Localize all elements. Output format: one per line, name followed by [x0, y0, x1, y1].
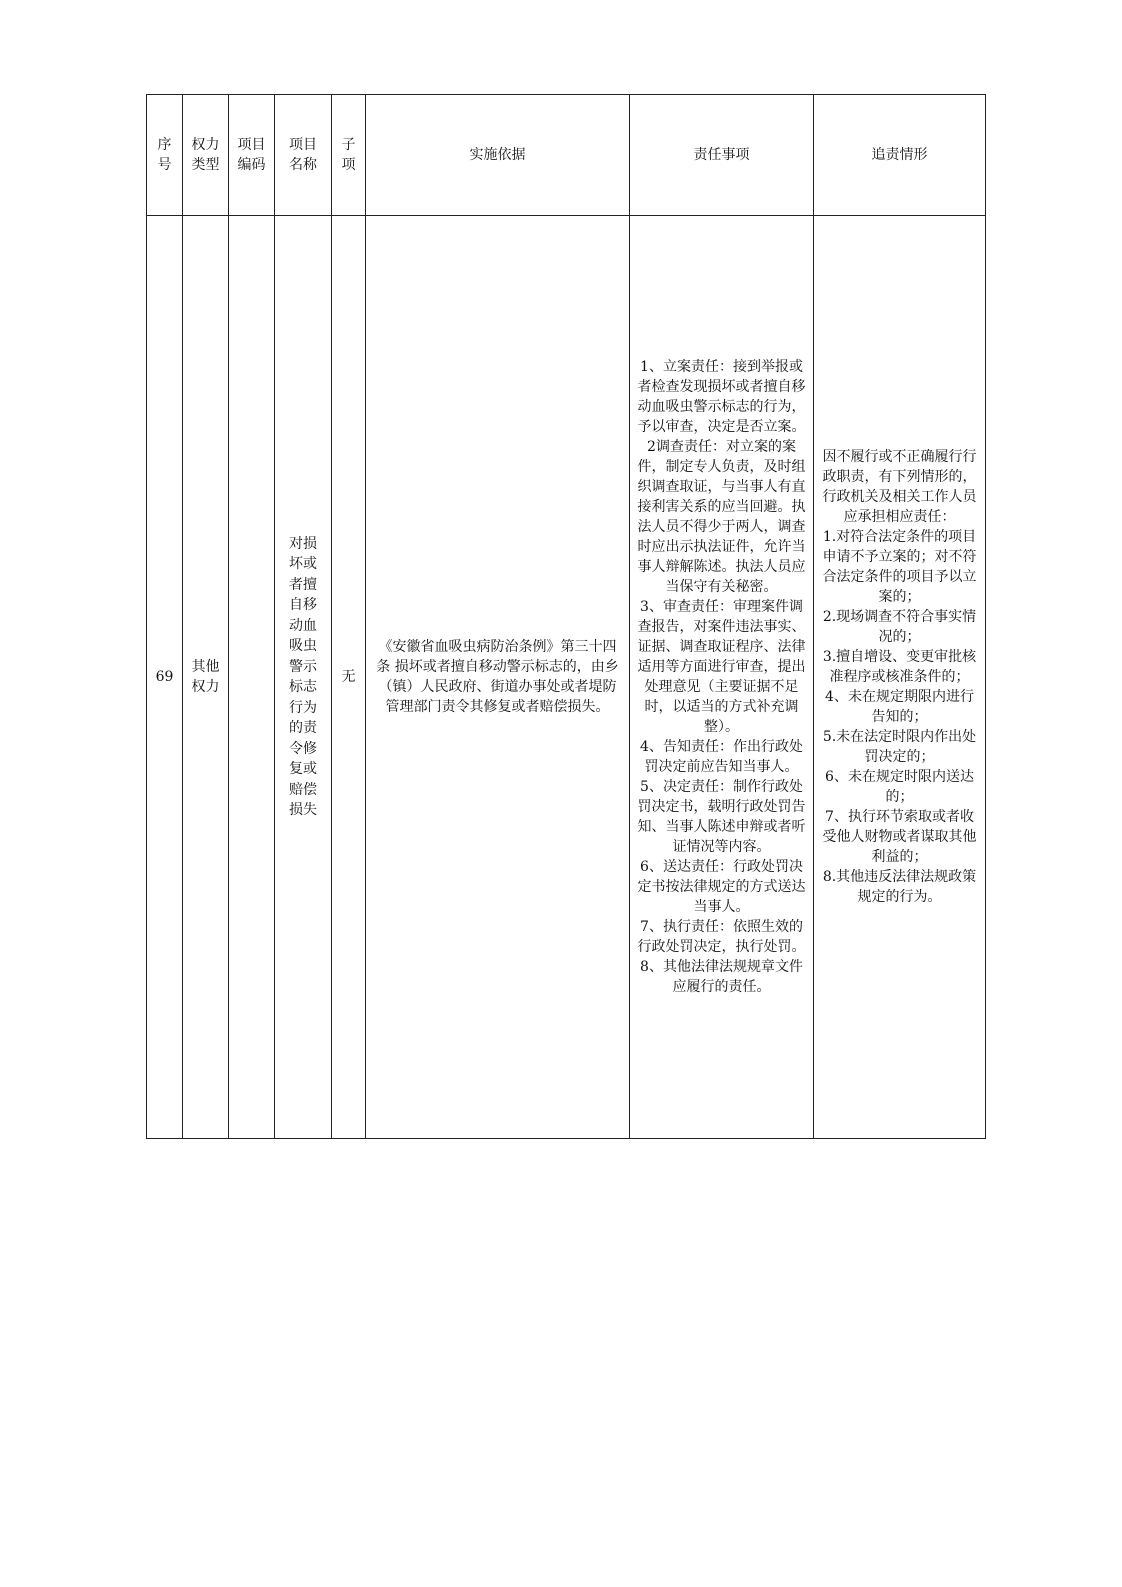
duty-item: 7、执行责任：依照生效的行政处罚决定，执行处罚。 — [637, 919, 806, 955]
accountability-item: 5.未在法定时限内作出处罚决定的； — [822, 729, 977, 765]
header-duties: 责任事项 — [630, 95, 814, 216]
accountability-item: 因不履行或不正确履行行政职责，有下列情形的，行政机关及相关工作人员应承担相应责任： — [822, 449, 977, 525]
cell-accountability — [814, 216, 986, 1139]
accountability-item: 8.其他违反法律法规政策规定的行为。 — [822, 869, 977, 905]
header-item-name: 项目名称 — [275, 95, 332, 216]
header-sub-item: 子项 — [332, 95, 366, 216]
table-row — [147, 216, 986, 1139]
duty-item: 6、送达责任：行政处罚决定书按法律规定的方式送达当事人。 — [637, 859, 806, 915]
duty-item: 4、告知责任：作出行政处罚决定前应告知当事人。 — [640, 739, 803, 775]
duty-item: 8、其他法律法规规章文件应履行的责任。 — [640, 959, 803, 995]
accountability-item: 6、未在规定时限内送达的； — [825, 769, 974, 805]
cell-power-type: 其他权力 — [183, 216, 229, 1139]
duty-item: 1、立案责任：接到举报或者检查发现损坏或者擅自移动血吸虫警示标志的行为，予以审查，决定是否立案。 — [637, 359, 806, 435]
header-seq: 序号 — [147, 95, 183, 216]
cell-sub-item: 无 — [332, 216, 366, 1139]
cell-item-name: 对损坏或者擅自移动血吸虫警示标志行为的责令修复或赔偿损失 — [275, 216, 332, 1139]
duty-item: 3、审查责任：审理案件调查报告，对案件违法事实、证据、调查取证程序、法律适用等方面进行审查，提出处理意见（主要证据不足时，以适当的方式补充调整）。 — [637, 599, 806, 735]
header-item-code: 项目编码 — [229, 95, 275, 216]
accountability-item: 7、执行环节索取或者收受他人财物或者谋取其他利益的； — [822, 809, 977, 865]
header-accountability: 追责情形 — [814, 95, 986, 216]
cell-item-code — [229, 216, 275, 1139]
cell-seq: 69 — [147, 216, 183, 1139]
accountability-item: 4、未在规定期限内进行告知的； — [825, 689, 974, 725]
accountability-item: 3.擅自增设、变更审批核准程序或核准条件的； — [822, 649, 977, 685]
accountability-item: 2.现场调查不符合事实情况的； — [822, 609, 977, 645]
table-header-row — [147, 95, 986, 216]
cell-duties — [630, 216, 814, 1139]
header-basis: 实施依据 — [366, 95, 630, 216]
power-list-table — [146, 94, 986, 1139]
accountability-item: 1.对符合法定条件的项目申请不予立案的；对不符合法定条件的项目予以立案的； — [822, 529, 977, 605]
header-power-type: 权力类型 — [183, 95, 229, 216]
duty-item: 2调查责任：对立案的案件，制定专人负责，及时组织调查取证，与当事人有直接利害关系的应当回避。执法人员不得少于两人，调查时应出示执法证件，允许当事人辩解陈述。执法人员应当保守有关秘密。 — [637, 439, 806, 595]
duty-item: 5、决定责任：制作行政处罚决定书，载明行政处罚告知、当事人陈述申辩或者听证情况等内容。 — [637, 779, 806, 855]
cell-basis: 《安徽省血吸虫病防治条例》第三十四条 损坏或者擅自移动警示标志的，由乡（镇）人民政府、街道办事处或者堤防管理部门责令其修复或者赔偿损失。 — [366, 216, 630, 1139]
